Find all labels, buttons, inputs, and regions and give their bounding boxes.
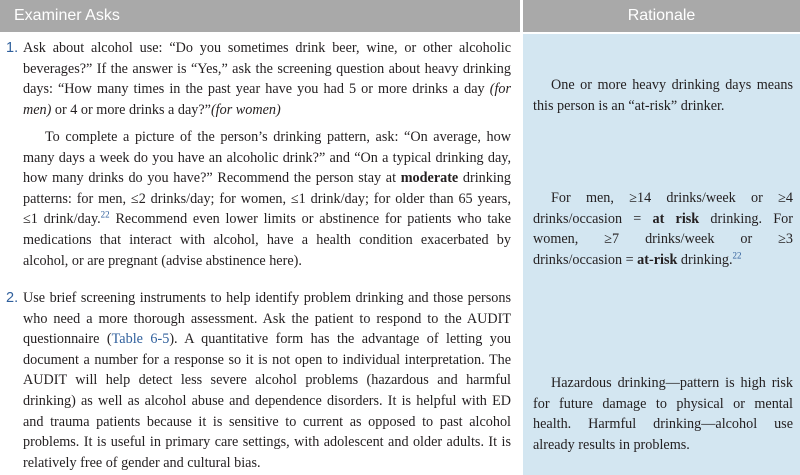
rationale-paragraph <box>533 188 793 270</box>
item-text: Ask about alcohol use: “Do you sometimes drink beer, wine, or other alcoholic beverages?” If the answer is “Yes,” ask the screening question about heavy drinking days: “How many times in the past year have you had 5 or more drinks a day <box>23 40 511 98</box>
paragraph-text: To complete a picture of the person’s drinking pattern, ask: “On average, how many days a week do you have an alcoholic drink?” and “On a typical drinking day, how many drinks do you have?” Recommend the person stay at <box>23 129 511 187</box>
paragraph-text-cont: drinking patterns: for men, ≤2 drinks/day; for women, ≤1 drink/day; for older than 65 years, ≤1 drink/day. <box>23 170 511 228</box>
examiner-item-1-paragraph-2 <box>6 127 511 271</box>
header-rationale: Rationale <box>520 0 800 32</box>
table-6-5-link[interactable]: Table 6-5 <box>111 331 170 348</box>
item-text-cont: ). A quantitative form has the advantage of letting you document a number for a response so it is not open to individual interpretation. The AUDIT will help detect less severe alcohol problems (hazardous and harmful drinking) as well as alcohol abuse and dependence disorders. It is helpful with ED and trauma patients because it is sensitive to current as opposed to past alcohol problems. It is useful in primary care settings, with adolescent and older adults. It is relatively free of gender and cultural bias. <box>23 331 512 471</box>
item-number: 2. <box>6 290 19 306</box>
paragraph-text-end: Recommend even lower limits or abstinence for patients who take medications that interact with alcohol, have a health condition exacerbated by alcohol, or are pregnant (advise abstinence here). <box>23 211 511 269</box>
header-examiner-asks: Examiner Asks <box>0 0 520 32</box>
paragraph <box>6 127 511 271</box>
rationale-text: One or more heavy drinking days means this person is an “at-risk” drinker. <box>533 77 793 114</box>
list-item <box>6 288 511 473</box>
reference-22[interactable]: 22 <box>732 250 742 261</box>
italic-women: (for women) <box>210 101 281 118</box>
rationale-text-end: drinking. <box>677 251 733 268</box>
rationale-2 <box>533 188 793 270</box>
item-text: Use brief screening instruments to help identify problem drinking and those persons who need a more thorough assessment. Ask the patient to respond to the AUDIT questionnaire ( <box>23 290 511 348</box>
examiner-item-2 <box>6 288 511 473</box>
item-text-cont: or 4 or more drinks a day?” <box>51 101 211 118</box>
rationale-3 <box>533 373 793 455</box>
item-number: 1. <box>6 40 19 56</box>
examiner-item-1 <box>6 38 511 120</box>
bold-at-risk-2: at-risk <box>637 251 678 268</box>
italic-men: (for men) <box>23 81 511 118</box>
list-item <box>6 38 511 120</box>
rationale-1 <box>533 75 793 116</box>
bold-moderate: moderate <box>400 170 459 187</box>
reference-22[interactable]: 22 <box>100 209 110 220</box>
table-header <box>0 0 800 32</box>
bold-at-risk: at risk <box>652 210 700 227</box>
rationale-text: Hazardous drinking—pattern is high risk for future damage to physical or mental health. Harmful drinking—alcohol use already results in problems. <box>533 375 793 453</box>
rationale-text: For men, ≥14 drinks/week or ≥4 drinks/occasion = <box>533 190 793 227</box>
rationale-text-cont: drinking. For women, ≥7 drinks/week or ≥3 drinks/occasion = <box>533 210 793 268</box>
